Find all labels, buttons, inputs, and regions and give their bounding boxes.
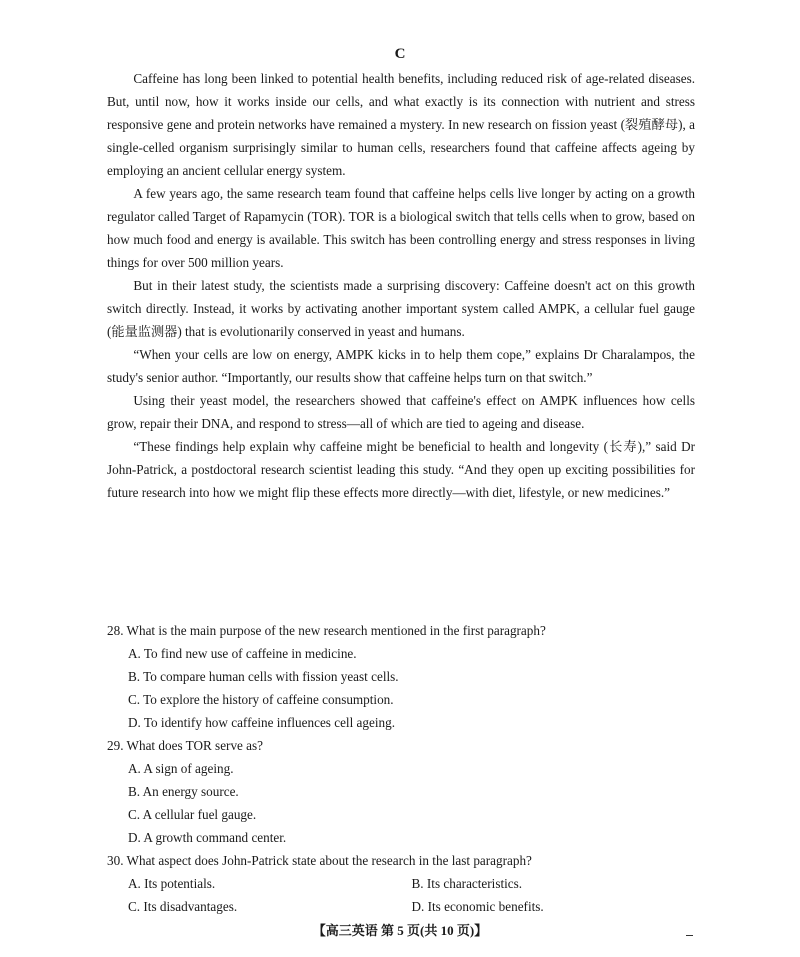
option-c: C. To explore the history of caffeine consumption. — [128, 692, 394, 707]
option-c: C. Its disadvantages. — [128, 899, 238, 914]
option-a: A. Its potentials. — [128, 876, 216, 891]
passage-paragraph-5: Using their yeast model, the researchers showed that caffeine's effect on AMPK influences how cells grow, repair their DNA, and respond to stress—all of which are tied to ageing and disease. — [107, 393, 695, 431]
option-d: D. Its economic benefits. — [411, 899, 544, 914]
reading-passage — [107, 67, 695, 504]
option-row — [128, 895, 695, 918]
page-footer: 【高三英语 第 5 页(共 10 页)】 — [312, 923, 488, 938]
option-d: D. A growth command center. — [128, 830, 287, 845]
option-row — [128, 872, 695, 895]
question-stem: 28. What is the main purpose of the new research mentioned in the first paragraph? — [107, 623, 546, 638]
option-d: D. To identify how caffeine influences cell ageing. — [128, 715, 396, 730]
option-c: C. A cellular fuel gauge. — [128, 807, 257, 822]
option-a: A. A sign of ageing. — [128, 761, 234, 776]
question-list — [107, 619, 695, 918]
question-30 — [107, 849, 695, 918]
question-stem: 30. What aspect does John-Patrick state about the research in the last paragraph? — [107, 853, 532, 868]
passage-paragraph-1: Caffeine has long been linked to potential health benefits, including reduced risk of age-related diseases. But, until now, how it works inside our cells, and what exactly is its connection with nutrient and stress responsive gene and protein networks have remained a mystery. In new research on fission yeast (裂殖酵母), a single-celled organism surprisingly similar to human cells, researchers found that caffeine affects ageing by employing an ancient cellular energy system. — [107, 71, 695, 178]
question-29 — [107, 734, 695, 849]
corner-mark — [686, 935, 693, 936]
option-b: B. Its characteristics. — [411, 876, 523, 891]
option-b: B. To compare human cells with fission yeast cells. — [128, 669, 399, 684]
question-28 — [107, 619, 695, 734]
option-b: B. An energy source. — [128, 784, 239, 799]
question-stem: 29. What does TOR serve as? — [107, 738, 264, 753]
option-a: A. To find new use of caffeine in medicine. — [128, 646, 357, 661]
passage-paragraph-4: “When your cells are low on energy, AMPK kicks in to help them cope,” explains Dr Charalampos, the study's senior author. “Importantly, our results show that caffeine helps turn on that switch.” — [107, 347, 695, 385]
passage-paragraph-3: But in their latest study, the scientists made a surprising discovery: Caffeine doesn't act on this growth switch directly. Instead, it works by activating another important system called AMPK, a cellular fuel gauge (能量监测器) that is evolutionarily conserved in yeast and humans. — [107, 278, 695, 339]
passage-paragraph-2: A few years ago, the same research team found that caffeine helps cells live longer by acting on a growth regulator called Target of Rapamycin (TOR). TOR is a biological switch that tells cells when to grow, based on how much food and energy is available. This switch has been controlling energy and stress responses in living things for over 500 million years. — [107, 186, 695, 270]
passage-paragraph-6: “These findings help explain why caffeine might be beneficial to health and longevity (长寿),” said Dr John-Patrick, a postdoctoral research scientist leading this study. “And they open up exciting possibilities for future research into how we might flip these effects more directly—with diet, lifestyle, or new medicines.” — [107, 439, 695, 500]
section-title: C — [394, 46, 406, 62]
